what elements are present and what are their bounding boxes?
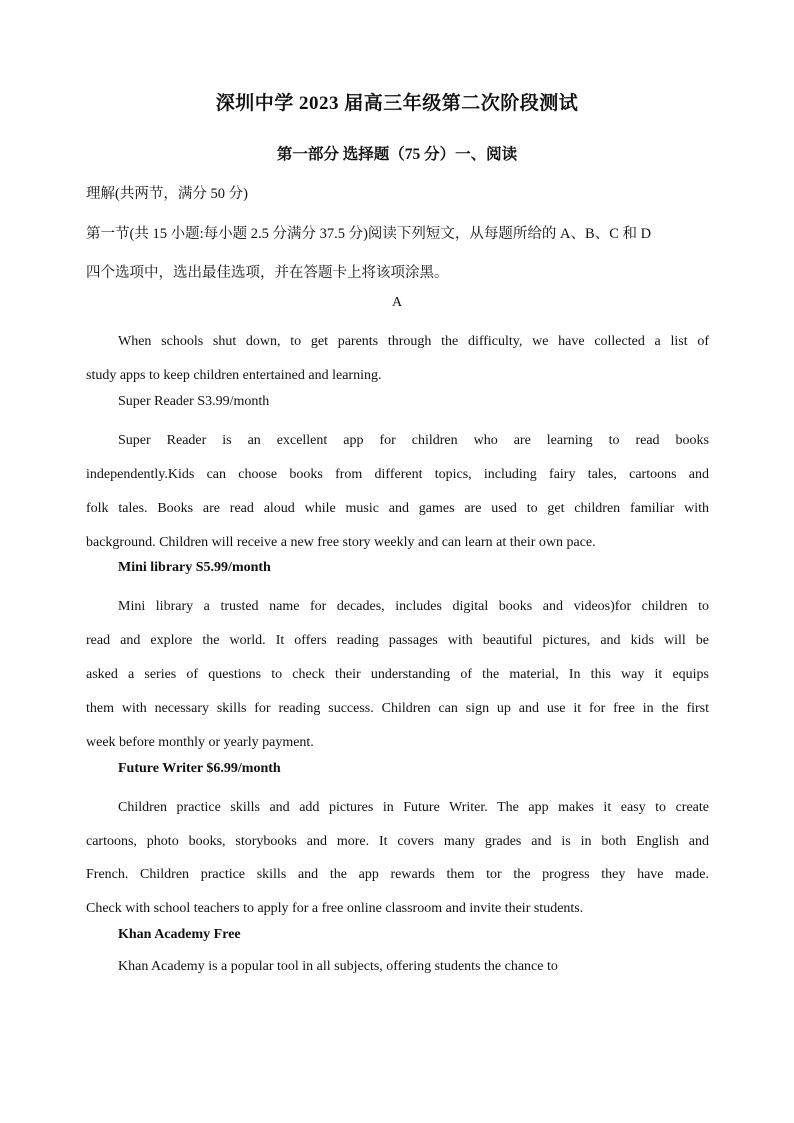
mini-library-line-3: asked a series of questions to check their understanding of the material, In this way it equips — [86, 667, 709, 682]
future-writer-line-1: Children practice skills and add pictures in Future Writer. The app makes it easy to create — [118, 800, 709, 815]
exam-title: 深圳中学 2023 届高三年级第二次阶段测试 — [215, 93, 579, 114]
mini-library-line-2: read and explore the world. It offers reading passages with beautiful pictures, and kids will be — [86, 633, 709, 648]
intro-line-2: study apps to keep children entertained and learning. — [86, 368, 382, 383]
section-intro-line-1: 理解(共两节，满分 50 分) — [86, 186, 248, 202]
mini-library-line-4: them with necessary skills for reading success. Children can sign up and use it for free in the first — [86, 701, 709, 716]
app-heading-mini-library: Mini library S5.99/month — [118, 560, 271, 575]
super-reader-line-1: Super Reader is an excellent app for children who are learning to read books — [118, 433, 709, 448]
khan-academy-line-1: Khan Academy is a popular tool in all subjects, offering students the chance to — [118, 959, 558, 974]
mini-library-line-5: week before monthly or yearly payment. — [86, 735, 314, 750]
passage-label: A — [391, 295, 403, 310]
super-reader-line-4: background. Children will receive a new free story weekly and can learn at their own pace. — [86, 535, 596, 550]
future-writer-line-3: French. Children practice skills and the app rewards them tor the progress they have made. — [86, 867, 709, 882]
future-writer-line-2: cartoons, photo books, storybooks and more. It covers many grades and is in both English and — [86, 834, 709, 849]
super-reader-line-2: independently.Kids can choose books from different topics, including fairy tales, cartoons and — [86, 467, 709, 482]
future-writer-line-4: Check with school teachers to apply for a free online classroom and invite their students. — [86, 901, 584, 916]
intro-line-1: When schools shut down, to get parents through the difficulty, we have collected a list of — [118, 334, 709, 349]
part-heading: 第一部分 选择题（75 分）一、阅读 — [276, 146, 518, 163]
app-heading-super-reader: Super Reader S3.99/month — [118, 394, 270, 409]
section-intro-line-2: 第一节(共 15 小题:每小题 2.5 分满分 37.5 分)阅读下列短文，从每题所给的 A、B、C 和 D — [86, 226, 652, 242]
mini-library-line-1: Mini library a trusted name for decades, includes digital books and videos)for children to — [118, 599, 709, 614]
super-reader-line-3: folk tales. Books are read aloud while music and games are used to get children familiar with — [86, 501, 709, 516]
app-heading-future-writer: Future Writer $6.99/month — [118, 761, 281, 776]
section-intro-line-3: 四个选项中，选出最佳选项，并在答题卡上将该项涂黑。 — [86, 265, 449, 281]
app-heading-khan-academy: Khan Academy Free — [118, 927, 241, 942]
